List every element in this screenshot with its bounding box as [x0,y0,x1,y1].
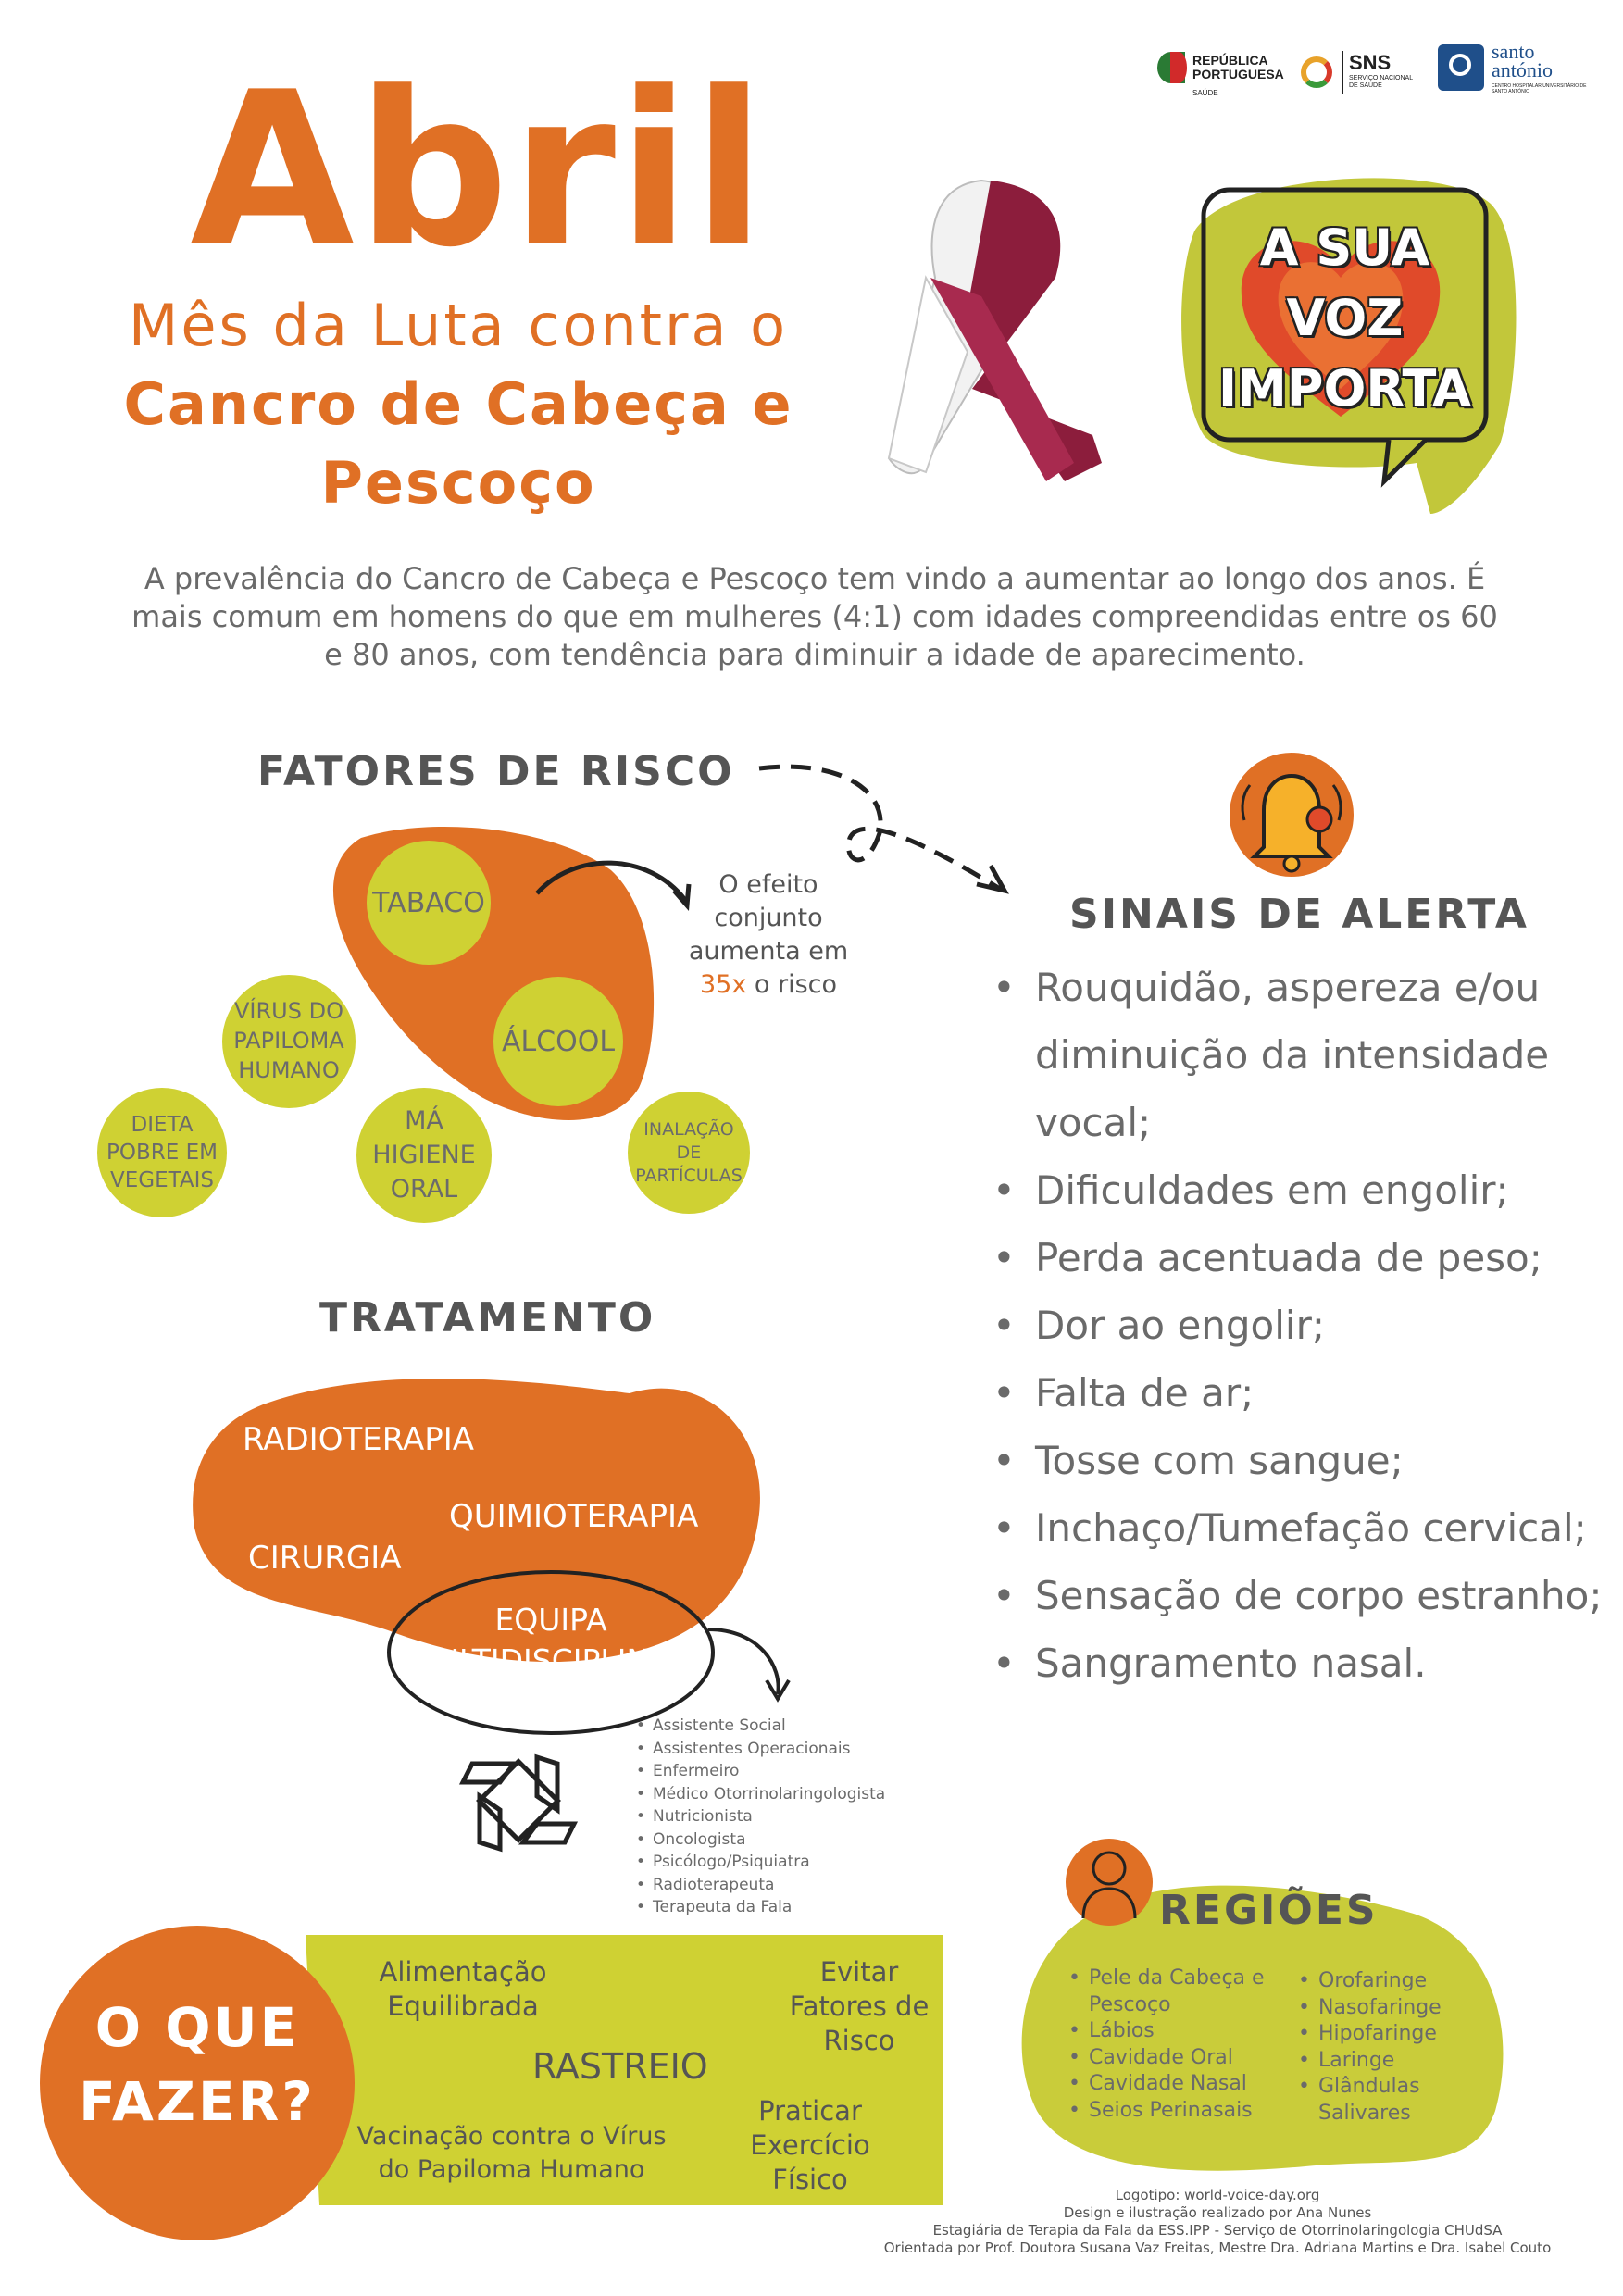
higiene-label [356,1104,492,1206]
higiene-label-line-2: HIGIENE [372,1141,476,1169]
region-item: • Laringe [1318,2048,1485,2075]
tabaco-label: TABACO [372,887,485,919]
what-title-line-1: O QUE [94,1996,300,2059]
alcool-label: ÁLCOOL [501,1026,616,1058]
region-item: • Cavidade Oral [1089,2045,1292,2072]
santo-sub-text: CENTRO HOSPITALAR UNIVERSITÁRIO DE SANTO ANTÓNIO [1492,83,1587,94]
alimentacao-line-1: Alimentação [379,1956,547,1988]
santo-antonio-logo [1438,40,1604,100]
alert-sign-item: • Dificuldades em engolir; [1035,1156,1623,1224]
effect-line-2: conjunto [714,904,823,932]
badge-text [1204,213,1486,424]
credits-line-3: Estagiária de Terapia da Fala da ESS.IPP - Serviço de Otorrinolaringologia CHUdSA [932,2222,1503,2239]
intro-paragraph: A prevalência do Cancro de Cabeça e Pescoço tem vindo a aumentar ao longo dos anos. É mais comum em homens do que em mulheres (4:1) com idades compreendidas entre os 60 e 80 anos, com tendência para diminuir a idade de aparecimento. [131,561,1498,672]
virus-label [222,996,356,1085]
alimentacao-text [366,1955,560,2024]
inalacao-label-line-2: DE [676,1142,702,1163]
person-icon [1066,1839,1153,1926]
quimioterapia-label: QUIMIOTERAPIA [449,1498,699,1535]
team-member-item: • Nutricionista [653,1805,885,1828]
effect-line-4 [676,968,861,1002]
page-title: Abril [190,47,768,294]
dieta-label-line-3: VEGETAIS [109,1168,214,1192]
alert-sign-item: • Falta de ar; [1035,1359,1623,1427]
equipa-label-line-2: MULTIDISCIPLINAR [410,1642,692,1678]
team-member-item: • Enfermeiro [653,1760,885,1783]
alert-sign-item: • Inchaço/Tumefação cervical; [1035,1494,1623,1562]
team-member-item: • Assistentes Operacionais [653,1738,885,1761]
inalacao-label-line-1: INALAÇÃO [643,1119,734,1140]
sns-sub-text: SERVIÇO NACIONAL DE SAÚDE [1349,75,1413,89]
regions-section-title: REGIÕES [1159,1887,1379,1934]
santo-text: santo antónio [1492,40,1553,81]
effect-line-1: O efeito [718,870,818,899]
team-member-item: • Médico Otorrinolaringologista [653,1783,885,1806]
vacinacao-line-1: Vacinação contra o Vírus [356,2122,667,2151]
virus-label-line-3: HUMANO [238,1057,340,1083]
team-member-item: • Oncologista [653,1828,885,1852]
alert-sign-item: • Tosse com sangue; [1035,1427,1623,1494]
what-title-line-2: FAZER? [79,2070,316,2133]
dieta-label-line-1: DIETA [131,1113,194,1137]
regions-list-2 [1296,1968,1485,2127]
rastreio-text: RASTREIO [532,2046,708,2087]
team-member-item: • Psicólogo/Psiquiatra [653,1851,885,1874]
what-to-do-title [40,1990,355,2139]
treatment-section-title: TRATAMENTO [319,1294,656,1341]
alert-sign-item: • Sensação de corpo estranho; [1035,1562,1623,1629]
combined-effect-note [676,868,861,1002]
exercicio-line-1: Praticar [758,2095,862,2127]
team-list [634,1715,885,1919]
alert-sign-item: • Perda acentuada de peso; [1035,1224,1623,1292]
subtitle-line-1: Mês da Luta contra o [128,292,789,359]
equipa-label-line-1: EQUIPA [494,1602,607,1638]
alert-signs-list [991,954,1623,1697]
region-item: • Lábios [1089,2018,1292,2045]
risk-section-title: FATORES DE RISCO [257,748,735,795]
effect-line-3: aumenta em [688,937,849,966]
exercicio-line-2: Exercício [750,2129,870,2161]
sns-logo [1301,51,1421,97]
region-item: • Seios Perinasais [1089,2098,1292,2125]
virus-label-line-2: PAPILOMA [233,1028,344,1054]
regions-list-1 [1067,1965,1292,2124]
credits-line-1: Logotipo: world-voice-day.org [1115,2187,1320,2203]
vacinacao-line-2: do Papiloma Humano [378,2155,645,2184]
alert-section-title: SINAIS DE ALERTA [1069,891,1529,938]
inalacao-label-line-3: PARTÍCULAS [635,1166,743,1186]
badge-line-2: VOZ [1286,289,1404,347]
alert-bell-icon [1230,753,1354,877]
region-item: • Glândulas Salivares [1318,2074,1485,2127]
sns-text: SNS [1349,51,1392,74]
higiene-label-line-1: MÁ [405,1106,443,1135]
evitar-line-3: Risco [823,2025,895,2056]
dieta-label-line-2: POBRE EM [106,1141,218,1165]
subtitle-line-2: Cancro de Cabeça e [123,370,793,438]
region-item: • Hipofaringe [1318,2021,1485,2048]
cirurgia-label: CIRURGIA [248,1540,402,1577]
team-member-item: • Terapeuta da Fala [653,1896,885,1919]
exercicio-text [736,2094,884,2197]
teamwork-hands-icon [463,1757,574,1849]
evitar-text [776,1955,943,2058]
credits-line-2: Design e ilustração realizado por Ana Nunes [1063,2204,1372,2221]
region-item: • Nasofaringe [1318,1995,1485,2022]
region-item: • Orofaringe [1318,1968,1485,1995]
region-item: • Cavidade Nasal [1089,2071,1292,2098]
alert-sign-item: • Rouquidão, aspereza e/ou diminuição da intensidade vocal; [1035,954,1623,1156]
credits [861,2187,1574,2257]
equipa-label [393,1600,708,1681]
badge-line-3: IMPORTA [1218,359,1471,418]
republica-sub-text: SAÚDE [1192,89,1218,97]
effect-highlight: 35x [699,970,747,999]
region-item: • Pele da Cabeça e Pescoço [1089,1965,1292,2018]
subtitle-line-3: Pescoço [320,449,596,517]
dieta-label [97,1111,227,1194]
higiene-label-line-3: ORAL [390,1175,458,1204]
evitar-line-1: Evitar [819,1956,899,1988]
radioterapia-label: RADIOTERAPIA [243,1421,475,1458]
alert-sign-item: • Dor ao engolir; [1035,1292,1623,1359]
republica-text: REPÚBLICA PORTUGUESA [1192,53,1284,81]
alert-sign-item: • Sangramento nasal. [1035,1629,1623,1697]
virus-label-line-1: VÍRUS DO [234,998,343,1024]
vacinacao-text [352,2120,671,2187]
team-member-item: • Radioterapeuta [653,1874,885,1897]
awareness-ribbon-icon [889,181,1102,481]
inalacao-label [628,1118,750,1188]
exercicio-line-3: Físico [772,2164,848,2195]
evitar-line-2: Fatores de [789,1990,930,2022]
credits-line-4: Orientada por Prof. Doutora Susana Vaz Freitas, Mestre Dra. Adriana Martins e Dra. Isabel Couto [883,2240,1552,2256]
effect-tail: o risco [746,970,838,999]
alimentacao-line-2: Equilibrada [387,1990,539,2022]
badge-line-1: A SUA [1259,218,1430,277]
team-member-item: • Assistente Social [653,1715,885,1738]
